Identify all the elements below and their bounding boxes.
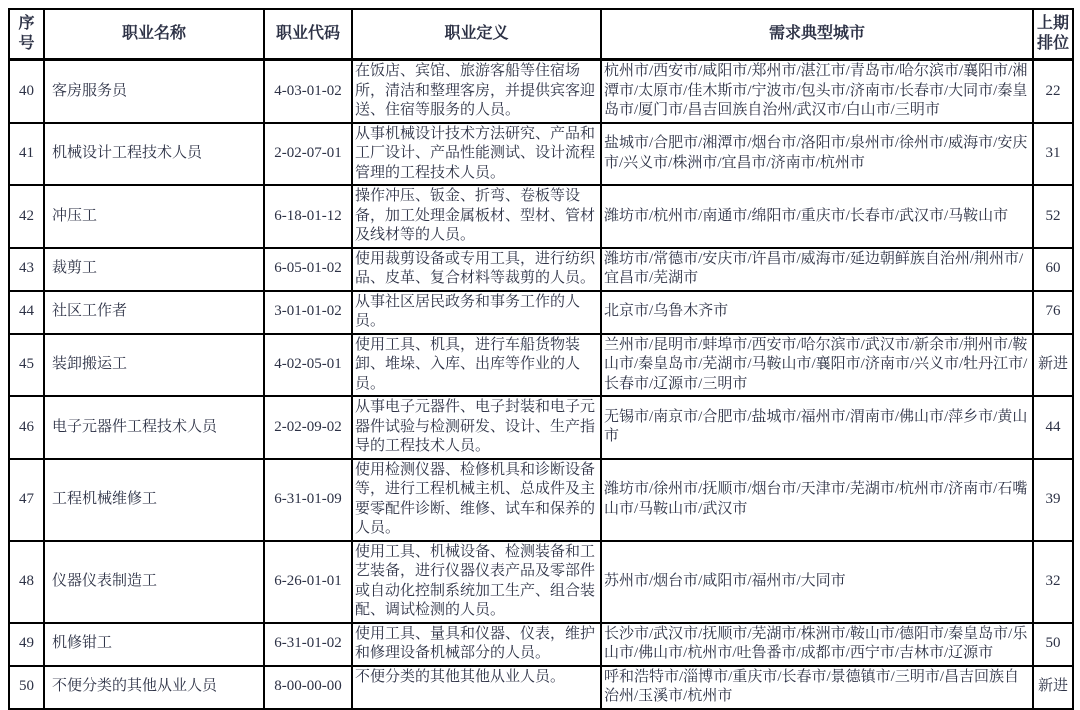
table-header-row [9, 9, 1073, 60]
cell-code: 6-18-01-12 [264, 185, 352, 248]
cell-cities: 兰州市/昆明市/蚌埠市/西安市/哈尔滨市/武汉市/新余市/荆州市/鞍山市/秦皇岛市/芜湖市/马鞍山市/襄阳市/济南市/兴义市/牡丹江市/长春市/辽源市/三明市 [601, 334, 1033, 397]
cell-index: 47 [9, 459, 44, 541]
cell-rank: 50 [1033, 623, 1073, 666]
column-header-definition: 职业定义 [352, 9, 601, 60]
cell-cities: 潍坊市/徐州市/抚顺市/烟台市/天津市/芜湖市/杭州市/济南市/石嘴山市/马鞍山市/武汉市 [601, 459, 1033, 541]
cell-index: 45 [9, 334, 44, 397]
cell-rank: 31 [1033, 123, 1073, 186]
cell-rank: 新进 [1033, 334, 1073, 397]
cell-rank: 39 [1033, 459, 1073, 541]
column-header-cities: 需求典型城市 [601, 9, 1033, 60]
table-row-48 [9, 541, 1073, 623]
cell-name: 工程机械维修工 [44, 459, 264, 541]
column-header-name: 职业名称 [44, 9, 264, 60]
column-header-code: 职业代码 [264, 9, 352, 60]
cell-index: 46 [9, 396, 44, 459]
cell-name: 不便分类的其他从业人员 [44, 666, 264, 709]
cell-cities: 北京市/乌鲁木齐市 [601, 291, 1033, 334]
cell-code: 4-03-01-02 [264, 60, 352, 123]
table-row-45 [9, 334, 1073, 397]
cell-rank: 22 [1033, 60, 1073, 123]
cell-index: 48 [9, 541, 44, 623]
table-row-40 [9, 60, 1073, 123]
cell-code: 2-02-09-02 [264, 396, 352, 459]
cell-cities: 无锡市/南京市/合肥市/盐城市/福州市/渭南市/佛山市/萍乡市/黄山市 [601, 396, 1033, 459]
cell-cities: 盐城市/合肥市/湘潭市/烟台市/洛阳市/泉州市/徐州市/威海市/安庆市/兴义市/株洲市/宜昌市/济南市/杭州市 [601, 123, 1033, 186]
cell-rank: 52 [1033, 185, 1073, 248]
table-row-46 [9, 396, 1073, 459]
cell-rank: 76 [1033, 291, 1073, 334]
cell-name: 社区工作者 [44, 291, 264, 334]
cell-definition: 从事电子元器件、电子封装和电子元器件试验与检测研发、设计、生产指导的工程技术人员。 [352, 396, 601, 459]
table-row-41 [9, 123, 1073, 186]
cell-code: 6-26-01-01 [264, 541, 352, 623]
table-row-47 [9, 459, 1073, 541]
table-row-50 [9, 666, 1073, 709]
cell-definition: 使用工具、量具和仪器、仪表，维护和修理设备机械部分的人员。 [352, 623, 601, 666]
cell-definition: 使用工具、机械设备、检测装备和工艺装备，进行仪器仪表产品及零部件或自动化控制系统加工生产、组合装配、调试检测的人员。 [352, 541, 601, 623]
cell-index: 42 [9, 185, 44, 248]
cell-name: 电子元器件工程技术人员 [44, 396, 264, 459]
table-row-49 [9, 623, 1073, 666]
cell-cities: 杭州市/西安市/咸阳市/郑州市/湛江市/青岛市/哈尔滨市/襄阳市/湘潭市/太原市/佳木斯市/宁波市/包头市/济南市/长春市/大同市/秦皇岛市/厦门市/昌吉回族自治州/武汉市/白山市/三明市 [601, 60, 1033, 123]
table-row-42 [9, 185, 1073, 248]
cell-code: 8-00-00-00 [264, 666, 352, 709]
cell-name: 仪器仪表制造工 [44, 541, 264, 623]
cell-name: 裁剪工 [44, 248, 264, 291]
cell-index: 44 [9, 291, 44, 334]
table-row-43 [9, 248, 1073, 291]
cell-definition: 使用检测仪器、检修机具和诊断设备等，进行工程机械主机、总成件及主要零配件诊断、维修、试车和保养的人员。 [352, 459, 601, 541]
cell-definition: 不便分类的其他其他从业人员。 [352, 666, 601, 709]
cell-name: 冲压工 [44, 185, 264, 248]
cell-definition: 从事社区居民政务和事务工作的人员。 [352, 291, 601, 334]
cell-name: 装卸搬运工 [44, 334, 264, 397]
cell-rank: 44 [1033, 396, 1073, 459]
cell-cities: 呼和浩特市/淄博市/重庆市/长春市/景德镇市/三明市/昌吉回族自治州/玉溪市/杭州市 [601, 666, 1033, 709]
cell-definition: 从事机械设计技术方法研究、产品和工厂设计、产品性能测试、设计流程管理的工程技术人员。 [352, 123, 601, 186]
cell-definition: 使用裁剪设备或专用工具，进行纺织品、皮革、复合材料等裁剪的人员。 [352, 248, 601, 291]
cell-cities: 长沙市/武汉市/抚顺市/芜湖市/株洲市/鞍山市/德阳市/秦皇岛市/乐山市/佛山市/杭州市/吐鲁番市/成都市/西宁市/吉林市/辽源市 [601, 623, 1033, 666]
cell-rank: 新进 [1033, 666, 1073, 709]
cell-definition: 操作冲压、钣金、折弯、卷板等设备，加工处理金属板材、型材、管材及线材等的人员。 [352, 185, 601, 248]
cell-name: 机械设计工程技术人员 [44, 123, 264, 186]
column-header-index: 序号 [9, 9, 44, 60]
cell-index: 43 [9, 248, 44, 291]
cell-cities: 潍坊市/杭州市/南通市/绵阳市/重庆市/长春市/武汉市/马鞍山市 [601, 185, 1033, 248]
cell-definition: 使用工具、机具，进行车船货物装卸、堆垛、入库、出库等作业的人员。 [352, 334, 601, 397]
cell-cities: 潍坊市/常德市/安庆市/许昌市/威海市/延边朝鲜族自治州/荆州市/宜昌市/芜湖市 [601, 248, 1033, 291]
cell-code: 6-31-01-02 [264, 623, 352, 666]
cell-index: 40 [9, 60, 44, 123]
column-header-rank: 上期排位 [1033, 9, 1073, 60]
cell-rank: 32 [1033, 541, 1073, 623]
cell-code: 3-01-01-02 [264, 291, 352, 334]
cell-index: 41 [9, 123, 44, 186]
cell-code: 4-02-05-01 [264, 334, 352, 397]
cell-name: 机修钳工 [44, 623, 264, 666]
cell-name: 客房服务员 [44, 60, 264, 123]
cell-cities: 苏州市/烟台市/咸阳市/福州市/大同市 [601, 541, 1033, 623]
table-row-44 [9, 291, 1073, 334]
cell-rank: 60 [1033, 248, 1073, 291]
cell-definition: 在饭店、宾馆、旅游客船等住宿场所，清洁和整理客房，并提供宾客迎送、住宿等服务的人员。 [352, 60, 601, 123]
cell-index: 49 [9, 623, 44, 666]
cell-code: 2-02-07-01 [264, 123, 352, 186]
cell-index: 50 [9, 666, 44, 709]
cell-code: 6-31-01-09 [264, 459, 352, 541]
occupation-ranking-table [8, 8, 1074, 710]
cell-code: 6-05-01-02 [264, 248, 352, 291]
